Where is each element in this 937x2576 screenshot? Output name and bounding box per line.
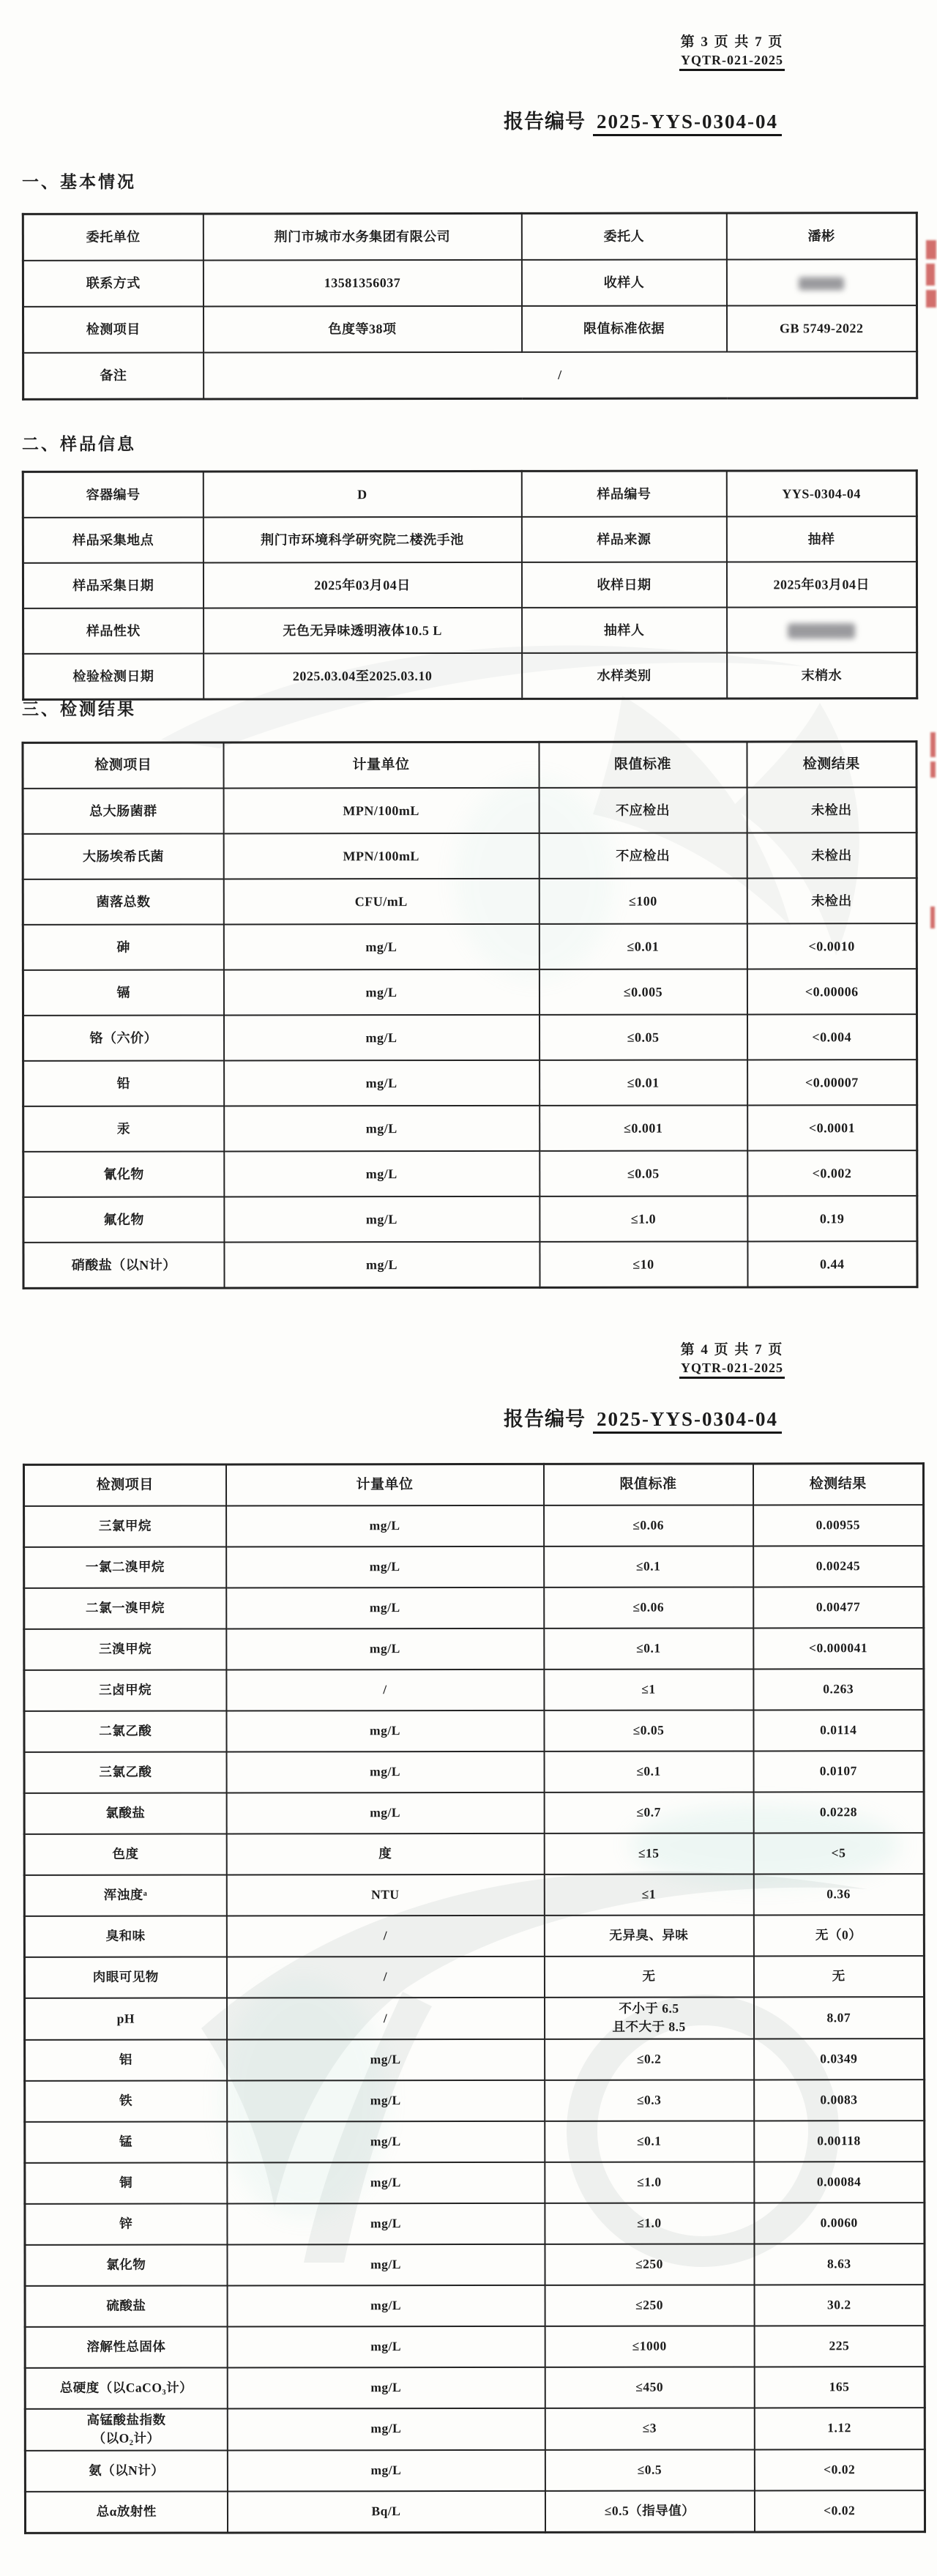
table-row bbox=[23, 259, 917, 307]
table-cell: 0.0083 bbox=[754, 2080, 925, 2121]
table-row bbox=[23, 471, 917, 518]
table-cell: ≤100 bbox=[539, 878, 747, 923]
row-label-cell: 一氯二溴甲烷 bbox=[24, 1546, 226, 1587]
table-cell: ≤15 bbox=[544, 1833, 753, 1874]
table-cell: 限值标准依据 bbox=[521, 306, 726, 352]
row-label-cell: 臭和味 bbox=[24, 1916, 226, 1957]
table-row bbox=[25, 2408, 925, 2450]
table-row bbox=[25, 2326, 925, 2368]
table-row bbox=[23, 213, 917, 261]
table-cell: 0.0349 bbox=[754, 2039, 925, 2080]
table-cell: ≤0.5（指导值） bbox=[545, 2490, 754, 2532]
table-cell: / bbox=[226, 1957, 544, 1998]
row-label-cell: 样品采集日期 bbox=[23, 563, 203, 608]
table-cell: ≤0.7 bbox=[544, 1792, 753, 1833]
table-cell: 抽样 bbox=[726, 516, 917, 562]
table-row bbox=[24, 1915, 924, 1957]
table-cell: NTU bbox=[226, 1875, 544, 1916]
table-cell: 165 bbox=[754, 2367, 925, 2408]
table-row bbox=[24, 1833, 924, 1875]
table-cell: mg/L bbox=[226, 1752, 544, 1793]
table-cell: 1.12 bbox=[754, 2408, 925, 2449]
table-cell: mg/L bbox=[224, 1151, 540, 1197]
table-cell: ≤1 bbox=[544, 1669, 753, 1710]
table-cell: ≤0.5 bbox=[545, 2449, 754, 2490]
table-cell: 样品编号 bbox=[521, 471, 726, 517]
row-label-cell: 氟化物 bbox=[23, 1196, 224, 1242]
table-row bbox=[23, 1196, 917, 1243]
row-label-cell: 氯酸盐 bbox=[24, 1793, 226, 1834]
table-cell: 0.0107 bbox=[753, 1751, 924, 1792]
table-row bbox=[25, 2490, 925, 2533]
column-header: 检测结果 bbox=[753, 1464, 923, 1505]
table-cell: 无 bbox=[753, 1956, 924, 1997]
table-cell: 潘彬 bbox=[726, 213, 917, 260]
red-stamp-fragment bbox=[926, 240, 937, 312]
table-cell: <0.02 bbox=[754, 2449, 925, 2490]
table-cell: mg/L bbox=[227, 2326, 545, 2368]
table-row bbox=[24, 1669, 924, 1711]
table-row bbox=[23, 1150, 917, 1197]
table-cell: 不应检出 bbox=[539, 833, 747, 878]
table-cell: mg/L bbox=[226, 1628, 544, 1670]
table-row bbox=[23, 878, 917, 925]
table-row bbox=[25, 2244, 925, 2286]
redacted-signature bbox=[788, 624, 855, 639]
table-row bbox=[25, 2449, 925, 2492]
table-cell: 不应检出 bbox=[539, 787, 747, 833]
table-row bbox=[23, 923, 917, 970]
table-cell: 0.00245 bbox=[753, 1546, 924, 1587]
table-row bbox=[23, 652, 917, 699]
report-number-line bbox=[504, 1403, 782, 1432]
row-label-cell: 大肠埃希氏菌 bbox=[23, 833, 223, 879]
row-label-cell: 总α放射性 bbox=[25, 2491, 227, 2533]
table-cell: GB 5749-2022 bbox=[726, 305, 917, 351]
table-header-row bbox=[23, 1464, 923, 1506]
row-label-cell: 锰 bbox=[25, 2121, 227, 2162]
table-cell: 收样日期 bbox=[521, 562, 726, 608]
table-cell: mg/L bbox=[223, 969, 539, 1016]
table-cell: 抽样人 bbox=[522, 608, 727, 653]
table-cell: / bbox=[226, 1916, 544, 1957]
table-row bbox=[24, 1751, 924, 1793]
table-cell: 未检出 bbox=[747, 787, 917, 833]
sample-info-table bbox=[22, 469, 918, 701]
row-label-cell: 铜 bbox=[25, 2162, 227, 2203]
table-cell: ≤10 bbox=[540, 1241, 747, 1287]
table-cell: ≤0.1 bbox=[544, 1628, 753, 1669]
table-cell: ≤0.001 bbox=[540, 1105, 747, 1150]
row-label-cell: 硝酸盐（以N计） bbox=[23, 1242, 224, 1288]
row-label-cell: 二氯一溴甲烷 bbox=[24, 1587, 226, 1628]
row-label-cell: 检验检测日期 bbox=[23, 654, 204, 700]
table-row bbox=[24, 1997, 924, 2039]
column-header: 限值标准 bbox=[543, 1464, 753, 1505]
table-row bbox=[24, 1546, 924, 1588]
section-title-sample-info: 二、样品信息 bbox=[22, 435, 136, 453]
table-cell: 2025.03.04至2025.03.10 bbox=[204, 653, 522, 699]
row-label-cell: 肉眼可见物 bbox=[24, 1957, 226, 1998]
table-cell: 无（0） bbox=[753, 1915, 924, 1956]
row-label-cell: 总硬度（以CaCO₃计） bbox=[25, 2367, 227, 2408]
row-label-cell: 砷 bbox=[23, 924, 223, 969]
table-cell: 0.0228 bbox=[753, 1792, 924, 1833]
table-cell: <5 bbox=[753, 1833, 924, 1874]
table-cell: 8.63 bbox=[754, 2244, 925, 2285]
table-row bbox=[23, 562, 917, 608]
table-cell: 末梢水 bbox=[727, 652, 917, 699]
table-cell: ≤0.05 bbox=[540, 1150, 747, 1196]
table-cell: ≤0.06 bbox=[544, 1587, 753, 1628]
row-label-cell: 三氯乙酸 bbox=[24, 1752, 226, 1793]
table-cell bbox=[726, 259, 917, 305]
table-cell: ≤1.0 bbox=[540, 1196, 747, 1241]
table-cell: Bq/L bbox=[227, 2490, 545, 2532]
results-table-page2 bbox=[23, 1462, 926, 2534]
table-row bbox=[25, 2162, 925, 2204]
row-label-cell: 备注 bbox=[23, 353, 204, 400]
table-row bbox=[25, 2203, 925, 2245]
row-label-cell: 氰化物 bbox=[23, 1151, 224, 1196]
table-row bbox=[24, 1710, 924, 1752]
table-row bbox=[25, 2039, 925, 2081]
table-cell: 委托人 bbox=[521, 213, 726, 260]
row-label-cell: 样品采集地点 bbox=[23, 518, 203, 563]
table-cell: <0.004 bbox=[747, 1014, 917, 1060]
table-cell: mg/L bbox=[227, 2203, 545, 2245]
table-row bbox=[23, 969, 917, 1016]
row-label-cell: 三氯甲烷 bbox=[24, 1505, 226, 1546]
column-header: 计量单位 bbox=[225, 1464, 543, 1505]
table-cell: ≤1.0 bbox=[545, 2162, 754, 2203]
table-cell: ≤0.005 bbox=[539, 969, 747, 1014]
table-cell: 225 bbox=[754, 2326, 925, 2367]
table-row bbox=[23, 607, 917, 654]
table-cell: ≤250 bbox=[545, 2285, 754, 2326]
table-row bbox=[24, 1956, 924, 1998]
doc-code-text: YQTR-021-2025 bbox=[679, 1360, 785, 1379]
table-cell: ≤450 bbox=[545, 2367, 754, 2408]
table-cell: ≤0.06 bbox=[544, 1505, 753, 1546]
doc-code-text: YQTR-021-2025 bbox=[679, 53, 785, 71]
row-label-cell: 硫酸盐 bbox=[25, 2285, 227, 2326]
table-cell: mg/L bbox=[227, 2080, 545, 2122]
row-label-cell: 铁 bbox=[25, 2080, 227, 2121]
table-row bbox=[23, 787, 917, 834]
table-cell: <0.000041 bbox=[753, 1628, 924, 1669]
table-cell: 8.07 bbox=[753, 1997, 924, 2039]
table-cell: 水样类别 bbox=[522, 653, 727, 699]
table-cell: ≤3 bbox=[545, 2408, 754, 2449]
basic-info-table bbox=[22, 212, 918, 401]
red-stamp-fragment bbox=[930, 732, 936, 782]
table-row bbox=[25, 2367, 925, 2409]
table-cell: 未检出 bbox=[747, 833, 917, 878]
table-cell: ≤250 bbox=[545, 2244, 754, 2285]
table-cell: 不小于 6.5 且不大于 8.5 bbox=[544, 1997, 753, 2039]
table-row bbox=[24, 1587, 924, 1629]
row-label-cell: pH bbox=[24, 1998, 226, 2039]
page-number-text: 第 3 页 共 7 页 bbox=[680, 34, 784, 50]
table-cell: mg/L bbox=[226, 1710, 544, 1752]
row-label-cell: 二氯乙酸 bbox=[24, 1710, 226, 1752]
row-label-cell: 委托单位 bbox=[23, 214, 203, 261]
table-cell: / bbox=[204, 351, 917, 399]
table-row bbox=[23, 516, 917, 563]
row-label-cell: 锌 bbox=[25, 2203, 227, 2244]
table-cell: 0.44 bbox=[747, 1241, 917, 1287]
table-cell: mg/L bbox=[227, 2285, 545, 2327]
table-cell: ≤0.01 bbox=[539, 923, 747, 969]
table-cell: mg/L bbox=[227, 2244, 545, 2286]
table-cell: D bbox=[203, 471, 521, 517]
row-label-cell: 检测项目 bbox=[23, 307, 204, 353]
table-cell: mg/L bbox=[224, 1015, 540, 1061]
results-table-page1 bbox=[21, 740, 918, 1289]
row-label-cell: 三卤甲烷 bbox=[24, 1669, 226, 1710]
table-row bbox=[24, 1874, 924, 1916]
table-cell: <0.002 bbox=[747, 1150, 917, 1196]
report-number-value: 2025-YYS-0304-04 bbox=[593, 1408, 782, 1434]
row-label-cell: 氨（以N计） bbox=[25, 2450, 227, 2491]
table-cell: 0.36 bbox=[753, 1874, 924, 1915]
table-cell: <0.00006 bbox=[747, 969, 917, 1014]
table-cell: mg/L bbox=[223, 924, 539, 970]
table-cell: ≤0.1 bbox=[545, 2121, 754, 2162]
table-cell: 0.00477 bbox=[753, 1587, 924, 1628]
table-row bbox=[23, 1105, 917, 1152]
row-label-cell: 铬（六价） bbox=[23, 1015, 224, 1060]
column-header: 检测项目 bbox=[23, 1464, 225, 1506]
table-cell: 色度等38项 bbox=[204, 306, 522, 353]
table-cell: <0.00007 bbox=[747, 1060, 917, 1105]
report-number-line bbox=[504, 105, 782, 134]
table-cell: 0.0114 bbox=[753, 1710, 924, 1751]
table-cell: <0.02 bbox=[754, 2490, 925, 2532]
table-cell: 度 bbox=[226, 1834, 544, 1875]
table-cell: ≤0.1 bbox=[544, 1751, 753, 1792]
table-cell: / bbox=[226, 1998, 544, 2039]
table-cell: mg/L bbox=[226, 1793, 544, 1834]
column-header: 计量单位 bbox=[223, 742, 539, 788]
table-cell: mg/L bbox=[227, 2449, 545, 2491]
table-cell: mg/L bbox=[224, 1242, 540, 1288]
table-cell: ≤1000 bbox=[545, 2326, 754, 2367]
table-cell: mg/L bbox=[224, 1196, 540, 1243]
table-cell: mg/L bbox=[227, 2121, 545, 2163]
table-cell: mg/L bbox=[226, 1505, 544, 1547]
table-cell: <0.0001 bbox=[747, 1105, 917, 1150]
table-cell: 收样人 bbox=[521, 260, 726, 306]
row-label-cell: 三溴甲烷 bbox=[24, 1628, 226, 1669]
table-cell: ≤1 bbox=[544, 1874, 753, 1915]
table-cell: mg/L bbox=[226, 1587, 544, 1629]
row-label-cell: 高锰酸盐指数 （以O₂计） bbox=[25, 2408, 227, 2450]
table-row bbox=[24, 1792, 924, 1834]
table-cell bbox=[727, 607, 917, 652]
row-label-cell: 铅 bbox=[23, 1060, 224, 1106]
row-label-cell: 镉 bbox=[23, 969, 223, 1015]
page-header bbox=[611, 1339, 853, 1379]
table-cell: / bbox=[226, 1669, 544, 1711]
table-cell: mg/L bbox=[227, 2039, 545, 2081]
row-label-cell: 联系方式 bbox=[23, 261, 203, 307]
row-label-cell: 菌落总数 bbox=[23, 879, 223, 924]
page-header bbox=[611, 31, 853, 71]
table-row bbox=[24, 1505, 924, 1547]
table-cell: 样品来源 bbox=[521, 517, 726, 562]
table-cell: 荆门市城市水务集团有限公司 bbox=[203, 213, 521, 260]
table-cell: ≤0.01 bbox=[540, 1060, 747, 1105]
page-number-text: 第 4 页 共 7 页 bbox=[680, 1342, 784, 1358]
table-row bbox=[25, 2121, 925, 2163]
row-label-cell: 样品性状 bbox=[23, 608, 204, 654]
table-cell: mg/L bbox=[226, 1546, 544, 1588]
row-label-cell: 氯化物 bbox=[25, 2244, 227, 2285]
table-cell: 无 bbox=[544, 1956, 753, 1997]
table-cell: 0.00955 bbox=[753, 1505, 924, 1546]
table-cell: MPN/100mL bbox=[223, 788, 539, 834]
report-number-value: 2025-YYS-0304-04 bbox=[593, 111, 782, 136]
table-cell: 未检出 bbox=[747, 878, 917, 923]
table-cell: ≤0.05 bbox=[544, 1710, 753, 1751]
table-row bbox=[25, 2080, 925, 2122]
table-row bbox=[23, 1241, 917, 1288]
row-label-cell: 溶解性总固体 bbox=[25, 2326, 227, 2367]
table-cell: ≤0.3 bbox=[545, 2080, 754, 2121]
table-row bbox=[23, 1014, 917, 1061]
table-row bbox=[23, 1060, 917, 1106]
table-cell: ≤0.2 bbox=[545, 2039, 754, 2080]
table-row bbox=[24, 1628, 924, 1670]
report-number-label: 报告编号 bbox=[504, 111, 586, 133]
table-cell: 0.263 bbox=[753, 1669, 924, 1710]
table-cell: 0.19 bbox=[747, 1196, 917, 1241]
table-cell: 0.00118 bbox=[754, 2121, 925, 2162]
table-cell: 无异臭、异味 bbox=[544, 1915, 753, 1956]
table-row bbox=[23, 351, 917, 399]
table-cell: ≤0.05 bbox=[539, 1014, 747, 1060]
table-cell: <0.0010 bbox=[747, 923, 917, 969]
table-header-row bbox=[23, 742, 917, 789]
table-cell: 2025年03月04日 bbox=[726, 562, 917, 607]
table-cell: 荆门市环境科学研究院二楼洗手池 bbox=[203, 517, 521, 563]
table-cell: mg/L bbox=[227, 2367, 545, 2409]
table-row bbox=[25, 2285, 925, 2327]
table-row bbox=[23, 833, 917, 879]
table-cell: 2025年03月04日 bbox=[203, 562, 521, 608]
row-label-cell: 汞 bbox=[23, 1106, 224, 1151]
table-cell: 无色无异味透明液体10.5 L bbox=[204, 608, 522, 654]
redacted-signature bbox=[799, 278, 844, 291]
table-cell: 30.2 bbox=[754, 2285, 925, 2326]
column-header: 检测项目 bbox=[23, 742, 223, 789]
table-cell: mg/L bbox=[224, 1106, 540, 1152]
row-label-cell: 容器编号 bbox=[23, 472, 203, 518]
red-stamp-fragment bbox=[930, 907, 936, 933]
table-cell: mg/L bbox=[227, 2162, 545, 2204]
table-cell: 0.0060 bbox=[754, 2203, 925, 2244]
row-label-cell: 浑浊度ᵃ bbox=[24, 1875, 226, 1916]
column-header: 限值标准 bbox=[539, 742, 747, 788]
table-row bbox=[23, 305, 917, 353]
row-label-cell: 总大肠菌群 bbox=[23, 788, 223, 833]
table-cell: mg/L bbox=[224, 1060, 540, 1106]
table-cell: YYS-0304-04 bbox=[726, 471, 917, 517]
table-cell: mg/L bbox=[227, 2408, 545, 2450]
column-header: 检测结果 bbox=[747, 742, 917, 788]
section-title-results: 三、检测结果 bbox=[22, 700, 136, 718]
table-cell: ≤1.0 bbox=[545, 2203, 754, 2244]
row-label-cell: 铝 bbox=[25, 2039, 227, 2080]
section-title-basic-info: 一、基本情况 bbox=[22, 173, 136, 191]
table-cell: 13581356037 bbox=[203, 260, 521, 307]
table-cell: CFU/mL bbox=[223, 879, 539, 925]
table-cell: ≤0.1 bbox=[544, 1546, 753, 1587]
table-cell: MPN/100mL bbox=[223, 833, 539, 879]
table-cell: 0.00084 bbox=[754, 2162, 925, 2203]
row-label-cell: 色度 bbox=[24, 1834, 226, 1875]
report-number-label: 报告编号 bbox=[504, 1408, 586, 1430]
